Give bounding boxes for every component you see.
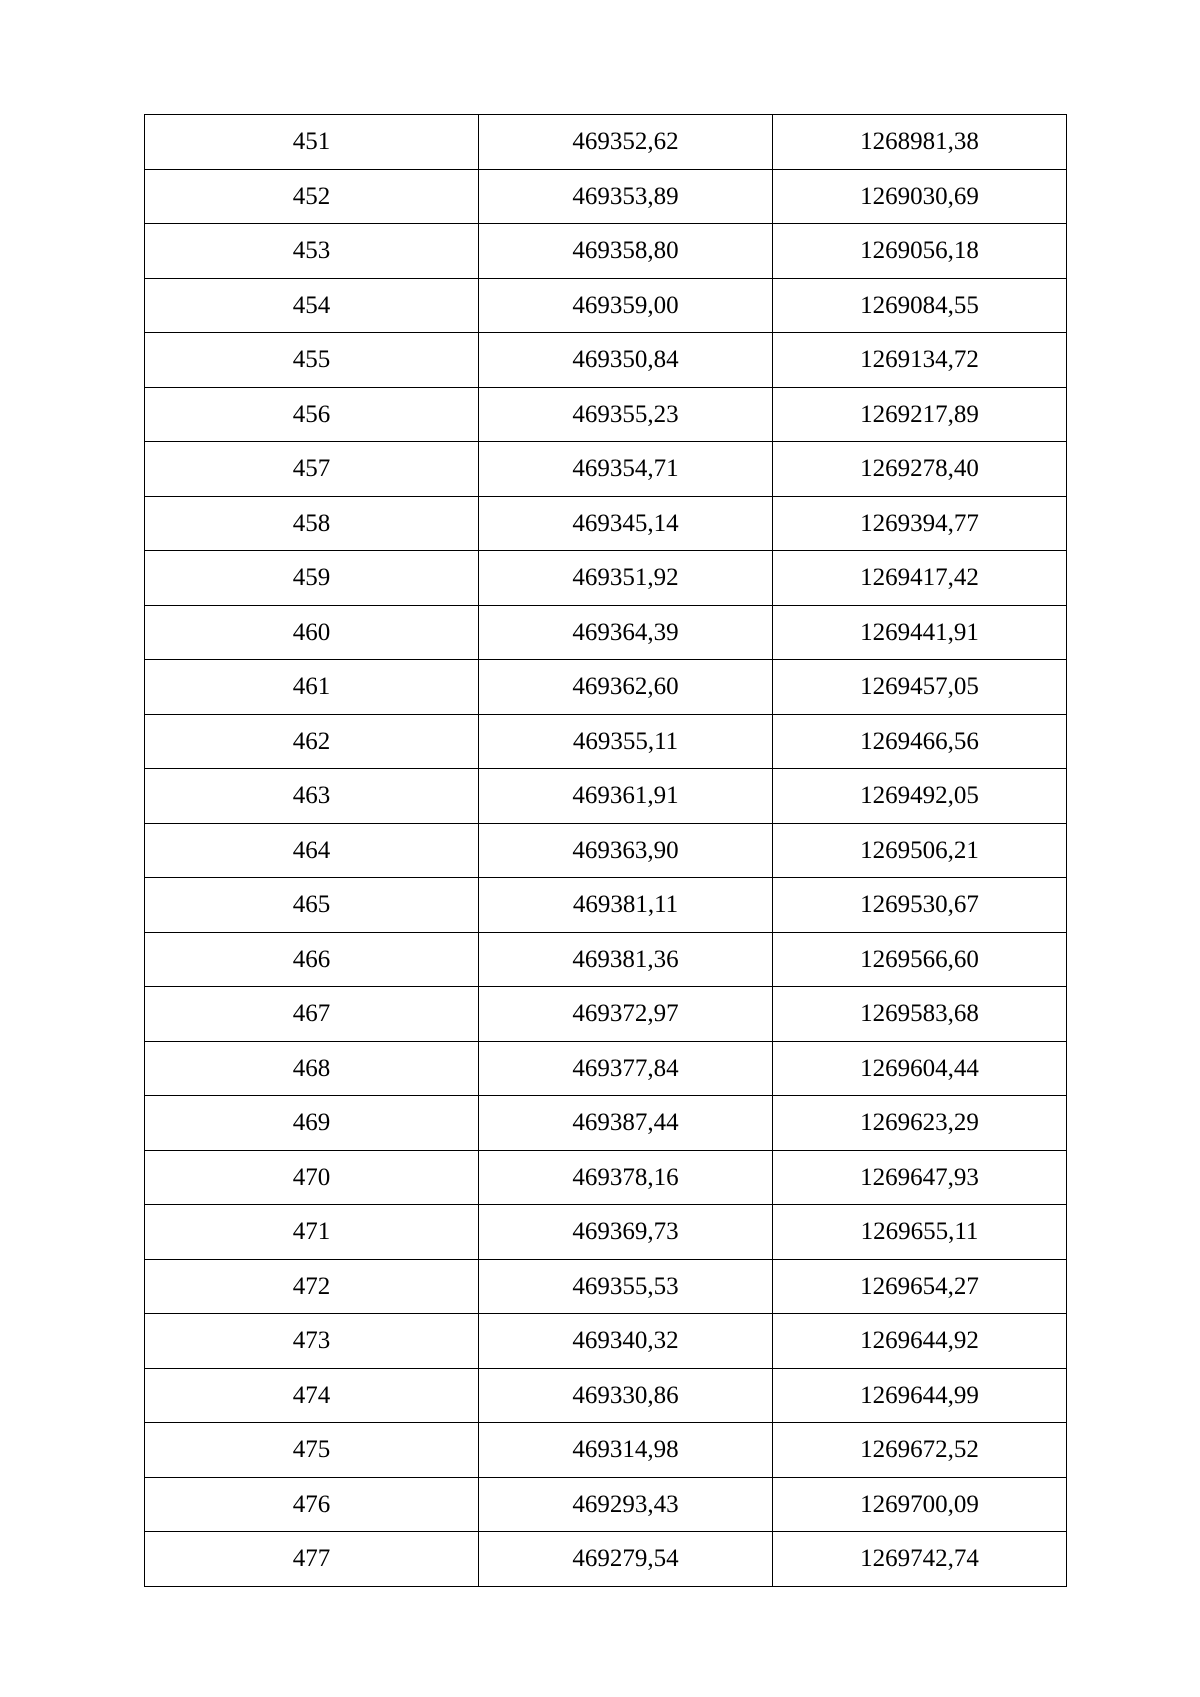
- table-row: [145, 932, 1067, 987]
- table-row: [145, 442, 1067, 497]
- table-row: [145, 605, 1067, 660]
- x-coordinate-cell: 469314,98: [479, 1423, 773, 1478]
- y-coordinate-cell: 1269604,44: [773, 1041, 1067, 1096]
- point-number-cell: 455: [145, 333, 479, 388]
- table-row: [145, 333, 1067, 388]
- coordinates-table-body: [145, 115, 1067, 1587]
- point-number-cell: 461: [145, 660, 479, 715]
- y-coordinate-cell: 1269644,99: [773, 1368, 1067, 1423]
- point-number-cell: 475: [145, 1423, 479, 1478]
- table-row: [145, 1368, 1067, 1423]
- point-number-cell: 472: [145, 1259, 479, 1314]
- point-number-cell: 470: [145, 1150, 479, 1205]
- table-row: [145, 1532, 1067, 1587]
- x-coordinate-cell: 469353,89: [479, 169, 773, 224]
- point-number-cell: 468: [145, 1041, 479, 1096]
- point-number-cell: 466: [145, 932, 479, 987]
- table-row: [145, 1205, 1067, 1260]
- point-number-cell: 458: [145, 496, 479, 551]
- point-number-cell: 459: [145, 551, 479, 606]
- point-number-cell: 453: [145, 224, 479, 279]
- x-coordinate-cell: 469340,32: [479, 1314, 773, 1369]
- y-coordinate-cell: 1269530,67: [773, 878, 1067, 933]
- y-coordinate-cell: 1268981,38: [773, 115, 1067, 170]
- point-number-cell: 476: [145, 1477, 479, 1532]
- x-coordinate-cell: 469355,23: [479, 387, 773, 442]
- point-number-cell: 477: [145, 1532, 479, 1587]
- x-coordinate-cell: 469372,97: [479, 987, 773, 1042]
- point-number-cell: 457: [145, 442, 479, 497]
- x-coordinate-cell: 469377,84: [479, 1041, 773, 1096]
- table-row: [145, 1477, 1067, 1532]
- y-coordinate-cell: 1269278,40: [773, 442, 1067, 497]
- point-number-cell: 456: [145, 387, 479, 442]
- table-row: [145, 823, 1067, 878]
- x-coordinate-cell: 469358,80: [479, 224, 773, 279]
- y-coordinate-cell: 1269457,05: [773, 660, 1067, 715]
- x-coordinate-cell: 469369,73: [479, 1205, 773, 1260]
- table-row: [145, 1041, 1067, 1096]
- x-coordinate-cell: 469381,11: [479, 878, 773, 933]
- x-coordinate-cell: 469354,71: [479, 442, 773, 497]
- table-row: [145, 551, 1067, 606]
- table-row: [145, 769, 1067, 824]
- y-coordinate-cell: 1269583,68: [773, 987, 1067, 1042]
- table-row: [145, 278, 1067, 333]
- y-coordinate-cell: 1269030,69: [773, 169, 1067, 224]
- y-coordinate-cell: 1269654,27: [773, 1259, 1067, 1314]
- y-coordinate-cell: 1269056,18: [773, 224, 1067, 279]
- table-row: [145, 169, 1067, 224]
- y-coordinate-cell: 1269655,11: [773, 1205, 1067, 1260]
- table-row: [145, 660, 1067, 715]
- x-coordinate-cell: 469352,62: [479, 115, 773, 170]
- x-coordinate-cell: 469364,39: [479, 605, 773, 660]
- x-coordinate-cell: 469381,36: [479, 932, 773, 987]
- point-number-cell: 452: [145, 169, 479, 224]
- table-row: [145, 714, 1067, 769]
- x-coordinate-cell: 469359,00: [479, 278, 773, 333]
- x-coordinate-cell: 469350,84: [479, 333, 773, 388]
- x-coordinate-cell: 469361,91: [479, 769, 773, 824]
- table-row: [145, 1314, 1067, 1369]
- y-coordinate-cell: 1269394,77: [773, 496, 1067, 551]
- x-coordinate-cell: 469279,54: [479, 1532, 773, 1587]
- coordinates-table: [144, 114, 1067, 1587]
- x-coordinate-cell: 469355,11: [479, 714, 773, 769]
- table-row: [145, 878, 1067, 933]
- y-coordinate-cell: 1269647,93: [773, 1150, 1067, 1205]
- x-coordinate-cell: 469351,92: [479, 551, 773, 606]
- table-row: [145, 115, 1067, 170]
- y-coordinate-cell: 1269506,21: [773, 823, 1067, 878]
- y-coordinate-cell: 1269623,29: [773, 1096, 1067, 1151]
- y-coordinate-cell: 1269644,92: [773, 1314, 1067, 1369]
- point-number-cell: 469: [145, 1096, 479, 1151]
- x-coordinate-cell: 469363,90: [479, 823, 773, 878]
- y-coordinate-cell: 1269672,52: [773, 1423, 1067, 1478]
- y-coordinate-cell: 1269466,56: [773, 714, 1067, 769]
- table-row: [145, 1259, 1067, 1314]
- x-coordinate-cell: 469345,14: [479, 496, 773, 551]
- x-coordinate-cell: 469387,44: [479, 1096, 773, 1151]
- point-number-cell: 451: [145, 115, 479, 170]
- table-row: [145, 1096, 1067, 1151]
- table-row: [145, 387, 1067, 442]
- table-row: [145, 987, 1067, 1042]
- y-coordinate-cell: 1269217,89: [773, 387, 1067, 442]
- y-coordinate-cell: 1269566,60: [773, 932, 1067, 987]
- point-number-cell: 454: [145, 278, 479, 333]
- y-coordinate-cell: 1269134,72: [773, 333, 1067, 388]
- y-coordinate-cell: 1269700,09: [773, 1477, 1067, 1532]
- table-row: [145, 496, 1067, 551]
- point-number-cell: 465: [145, 878, 479, 933]
- point-number-cell: 474: [145, 1368, 479, 1423]
- point-number-cell: 467: [145, 987, 479, 1042]
- y-coordinate-cell: 1269742,74: [773, 1532, 1067, 1587]
- y-coordinate-cell: 1269417,42: [773, 551, 1067, 606]
- point-number-cell: 471: [145, 1205, 479, 1260]
- table-row: [145, 1423, 1067, 1478]
- point-number-cell: 473: [145, 1314, 479, 1369]
- point-number-cell: 464: [145, 823, 479, 878]
- point-number-cell: 460: [145, 605, 479, 660]
- point-number-cell: 463: [145, 769, 479, 824]
- table-row: [145, 224, 1067, 279]
- point-number-cell: 462: [145, 714, 479, 769]
- y-coordinate-cell: 1269441,91: [773, 605, 1067, 660]
- table-row: [145, 1150, 1067, 1205]
- x-coordinate-cell: 469378,16: [479, 1150, 773, 1205]
- y-coordinate-cell: 1269492,05: [773, 769, 1067, 824]
- y-coordinate-cell: 1269084,55: [773, 278, 1067, 333]
- x-coordinate-cell: 469355,53: [479, 1259, 773, 1314]
- x-coordinate-cell: 469330,86: [479, 1368, 773, 1423]
- x-coordinate-cell: 469293,43: [479, 1477, 773, 1532]
- x-coordinate-cell: 469362,60: [479, 660, 773, 715]
